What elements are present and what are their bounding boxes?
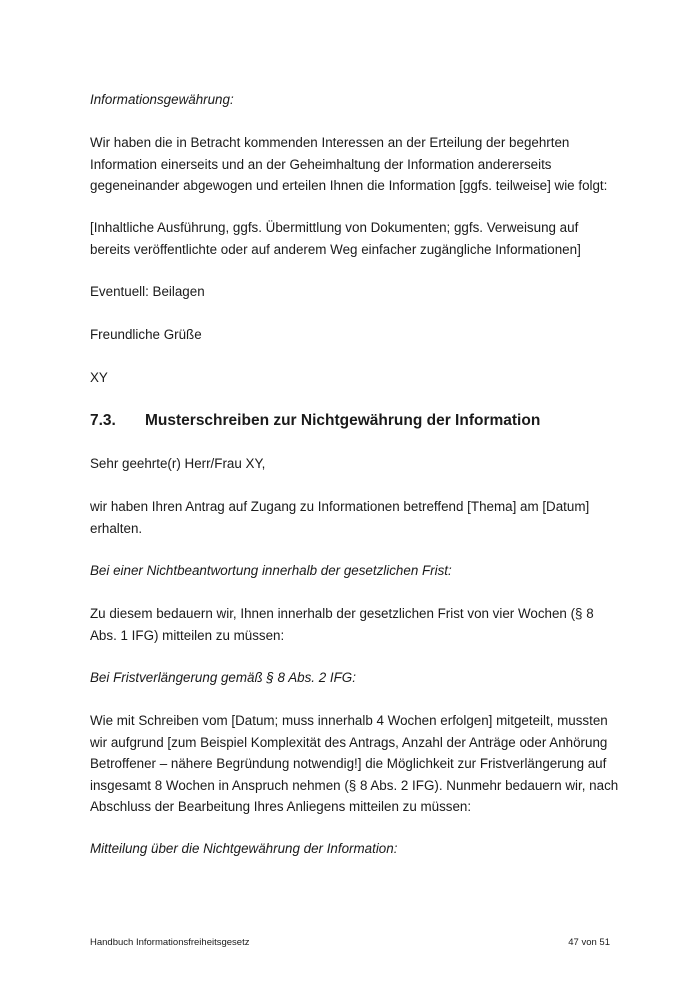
- paragraph-beilagen: Eventuell: Beilagen: [90, 284, 205, 299]
- paragraph-interessenabwaegung: Wir haben die in Betracht kommenden Interessen an der Erteilung der begehrten Information einerseits und an der Geheimhaltung der Information andererseits gegeneinander abgewogen und erteilen Ihnen die Information [ggfs. teilweise] wie folgt:: [90, 135, 608, 193]
- label-informationsgewaehrung: Informationsgewährung:: [90, 92, 234, 107]
- footer-page-number: 47 von 51: [568, 937, 610, 948]
- footer-document-title: Handbuch Informationsfreiheitsgesetz: [90, 937, 250, 948]
- paragraph-anrede: Sehr geehrte(r) Herr/Frau XY,: [90, 456, 266, 471]
- section-number: 7.3.: [90, 412, 116, 429]
- paragraph-inhaltliche-ausfuehrung: [Inhaltliche Ausführung, ggfs. Übermittlung von Dokumenten; ggfs. Verweisung auf bereits veröffentlichte oder auf anderem Weg einfacher zugängliche Informationen]: [90, 220, 581, 257]
- paragraph-gruss: Freundliche Grüße: [90, 327, 202, 342]
- section-heading: [90, 409, 620, 433]
- section-title: Musterschreiben zur Nichtgewährung der Information: [145, 412, 541, 429]
- paragraph-gesetzliche-frist: Zu diesem bedauern wir, Ihnen innerhalb der gesetzlichen Frist von vier Wochen (§ 8 Abs. 1 IFG) mitteilen zu müssen:: [90, 606, 594, 643]
- paragraph-antrag-erhalten: wir haben Ihren Antrag auf Zugang zu Informationen betreffend [Thema] am [Datum] erhalten.: [90, 499, 590, 536]
- label-nichtbeantwortung: Bei einer Nichtbeantwortung innerhalb der gesetzlichen Frist:: [90, 563, 452, 578]
- label-fristverlaengerung: Bei Fristverlängerung gemäß § 8 Abs. 2 IFG:: [90, 670, 356, 685]
- label-mitteilung-nichtgewaehrung: Mitteilung über die Nichtgewährung der Information:: [90, 841, 398, 856]
- paragraph-signature: XY: [90, 370, 108, 385]
- paragraph-fristverlaengerung: Wie mit Schreiben vom [Datum; muss innerhalb 4 Wochen erfolgen] mitgeteilt, mussten wir aufgrund [zum Beispiel Komplexität des Antrags, Anzahl der Anträge oder Anhörung Betroffener – nähere Begründung notwendig!] die Möglichkeit zur Fristverlängerung auf insgesamt 8 Wochen in Anspruch nehmen (§ 8 Abs. 2 IFG). Nunmehr bedauern wir, nach Abschluss der Bearbeitung Ihres Anliegens mitteilen zu müssen:: [90, 713, 619, 814]
